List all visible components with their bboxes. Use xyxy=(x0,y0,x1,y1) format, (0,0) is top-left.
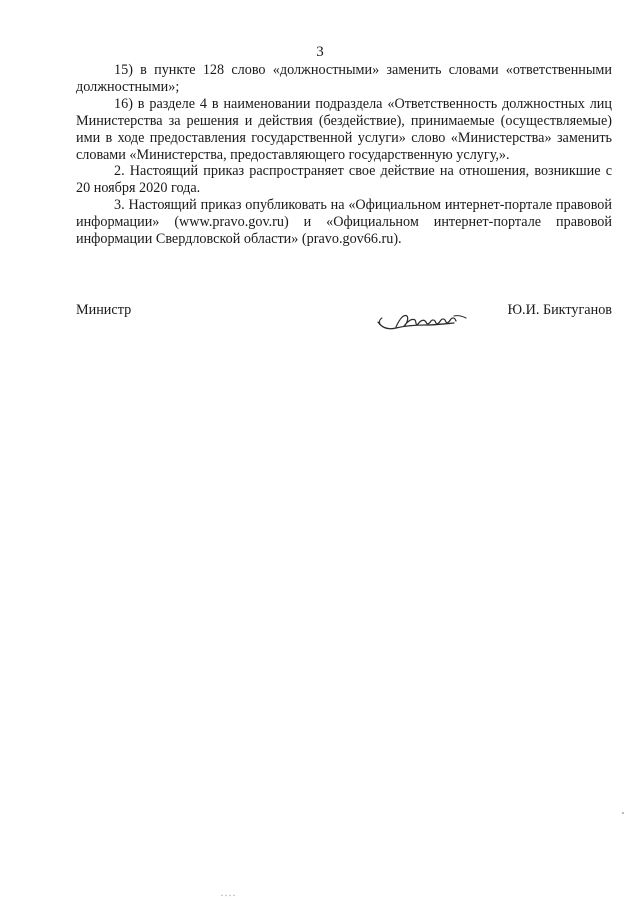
signer-name: Ю.И. Биктуганов xyxy=(507,302,612,318)
paragraph-effective-date: 2. Настоящий приказ распространяет свое действие на отношения, возникшие с 20 ноября 2020 года. xyxy=(76,163,612,197)
paragraph-item-16: 16) в разделе 4 в наименовании подраздела «Ответственность должностных лиц Министерства за решения и действия (бездействие), принимаемые (осуществляемые) ими в ходе предоставления государственной услуги» слово «Министерства» заменить словами «Министерства, предоставляющего государственную услугу,». xyxy=(76,95,612,163)
document-body xyxy=(76,62,612,248)
paragraph-item-15: 15) в пункте 128 слово «должностными» заменить словами «ответственными должностными»; xyxy=(76,62,612,95)
signature-block xyxy=(76,302,612,342)
paragraph-publication: 3. Настоящий приказ опубликовать на «Официальном интернет-портале правовой информации» (www.pravo.gov.ru) и «Официальном интернет-портале правовой информации Свердловской области» (pravo.gov66.ru). xyxy=(76,197,612,248)
page-number: 3 xyxy=(316,44,324,60)
handwritten-signature xyxy=(374,304,474,334)
scan-speck xyxy=(622,812,624,814)
signer-position: Министр xyxy=(76,302,132,318)
footer-dots xyxy=(220,894,238,897)
